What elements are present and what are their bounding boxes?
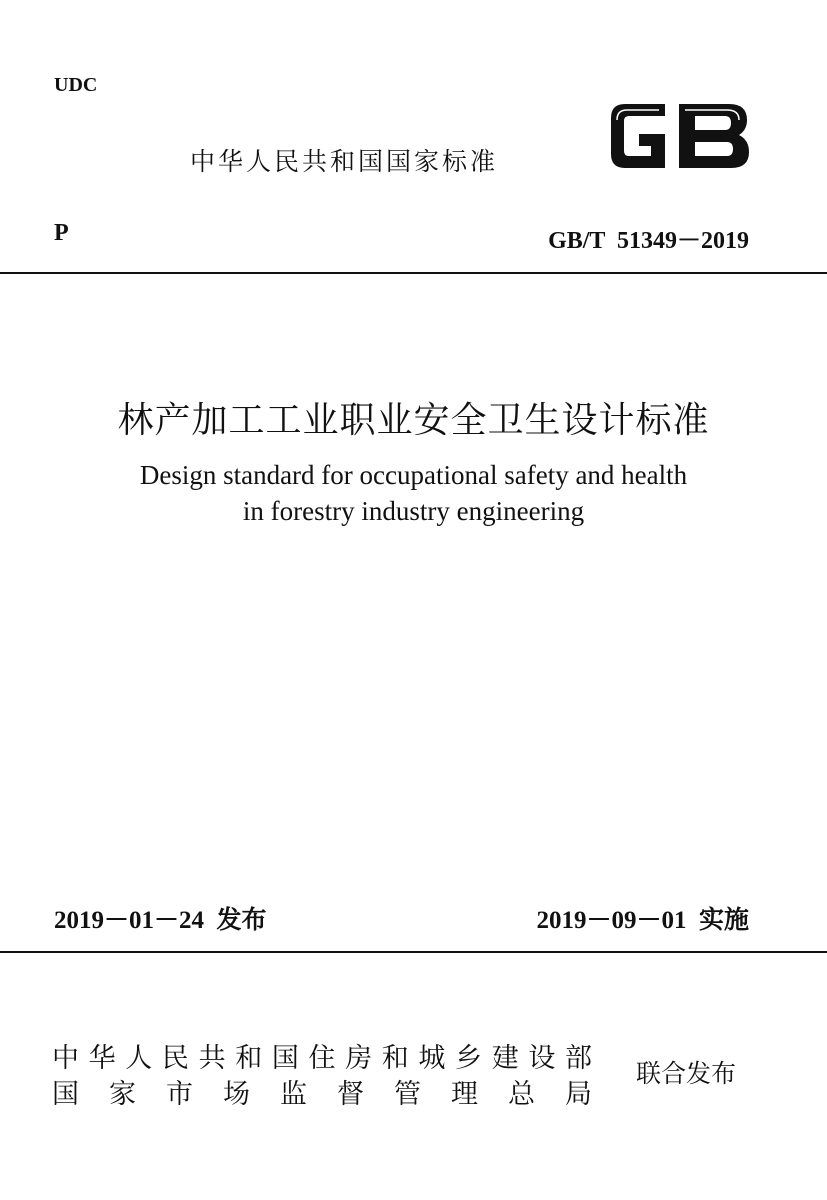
national-standard-label: 中华人民共和国国家标准 [190,147,499,176]
publisher-char: 城 [418,1043,446,1074]
publisher-char: 国 [52,1079,79,1110]
publisher-char: 住 [308,1043,336,1074]
publisher-char: 管 [394,1079,421,1110]
publisher-char: 人 [125,1043,153,1074]
classification-code: P [54,220,69,246]
title-english-line1: Design standard for occupational safety and health [139,460,688,490]
udc-label: UDC [54,74,98,96]
publisher-char: 和 [235,1043,263,1074]
publisher-char: 共 [198,1043,226,1074]
bottom-divider [0,951,827,953]
top-divider [0,272,827,274]
publisher-char: 家 [109,1079,136,1110]
publisher-char: 乡 [455,1043,483,1074]
publisher-char: 建 [491,1043,519,1074]
publisher-char: 理 [451,1079,478,1110]
publisher-line-2 [52,1072,592,1111]
publisher-char: 和 [381,1043,409,1074]
publisher-char: 民 [161,1043,189,1074]
title-english-line2: in forestry industry engineering [242,496,585,526]
publisher-char: 场 [223,1079,250,1110]
joint-issue-label: 联合发布 [636,1059,737,1088]
publisher-char: 部 [564,1043,592,1074]
standard-number: GB/T 51349－2019 [548,228,749,254]
implementation-date: 2019－09－01 实施 [536,907,749,934]
publisher-line-1 [52,1036,592,1075]
gb-logo-icon [607,100,751,172]
publisher-char: 督 [337,1079,364,1110]
publisher-char: 房 [345,1043,373,1074]
publisher-char: 国 [271,1043,299,1074]
publisher-char: 设 [528,1043,556,1074]
publisher-char: 监 [280,1079,307,1110]
publisher-char: 局 [565,1079,592,1110]
publisher-char: 华 [88,1043,116,1074]
publisher-char: 市 [166,1079,193,1110]
title-chinese: 林产加工工业职业安全卫生设计标准 [117,400,710,441]
publisher-char: 总 [508,1079,535,1110]
publisher-char: 中 [52,1043,79,1074]
issue-date: 2019－01－24 发布 [54,907,267,934]
